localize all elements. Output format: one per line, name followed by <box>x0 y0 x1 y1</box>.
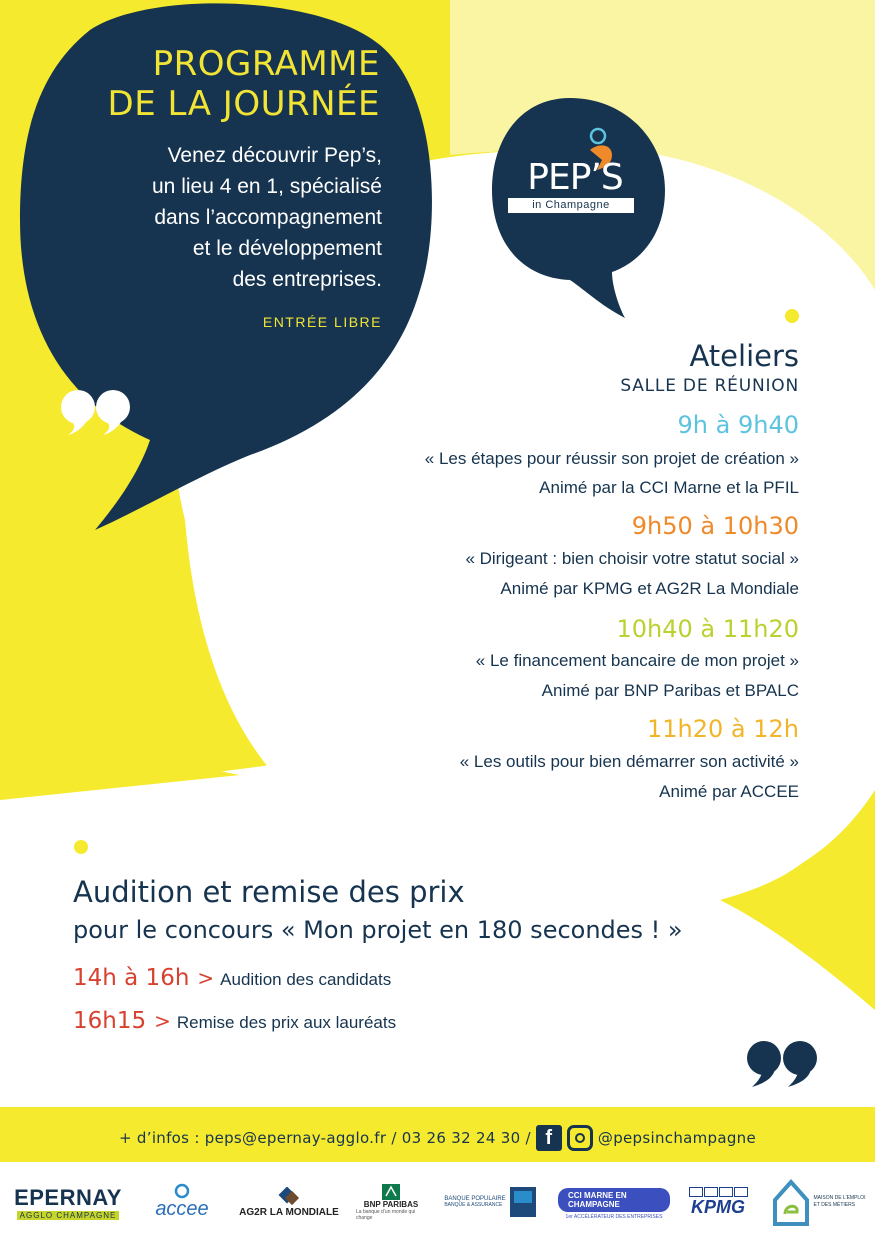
session-time: 11h20 à 12h <box>646 715 799 743</box>
arrow-icon: > <box>197 966 215 990</box>
bnp-logo-sub: La banque d’un monde qui change <box>356 1208 416 1221</box>
audition-desc: Audition des candidats <box>220 970 392 989</box>
maison-logo-text: MAISON DE L’EMPLOI ET DES MÉTIERS <box>813 1195 866 1208</box>
session-title: « Le financement bancaire de mon projet » <box>475 651 799 670</box>
session-host: Animé par ACCEE <box>659 782 799 801</box>
intro-line: des entreprises. <box>232 268 382 291</box>
partner-logos <box>0 1162 875 1241</box>
audition-desc: Remise des prix aux lauréats <box>176 1013 397 1032</box>
session-time: 9h à 9h40 <box>677 411 799 439</box>
yellow-dot <box>74 840 88 854</box>
intro-line: un lieu 4 en 1, spécialisé <box>152 175 382 198</box>
cci-logo-sub: 1er ACCÉLÉRATEUR DES ENTREPRISES <box>565 1214 663 1220</box>
page-title <box>60 44 380 124</box>
session-title: « Dirigeant : bien choisir votre statut social » <box>465 549 799 568</box>
bp-logo-text: BANQUE POPULAIRE <box>444 1196 506 1202</box>
epernay-logo-sub: AGGLO CHAMPAGNE <box>17 1211 120 1220</box>
bnp-logo-text: BNP PARIBAS <box>363 1199 419 1209</box>
intro-line: et le développement <box>192 237 382 260</box>
ag2r-logo-text: AG2R LA MONDIALE <box>239 1206 339 1218</box>
social-handle[interactable]: @pepsinchampagne <box>597 1129 756 1147</box>
audition-time: 16h15 <box>73 1008 147 1034</box>
maison-emploi-logo <box>768 1174 868 1230</box>
epernay-logo <box>12 1180 124 1224</box>
intro-line: Venez découvrir Pep’s, <box>167 144 382 167</box>
cci-logo <box>558 1184 670 1224</box>
audition-row <box>73 1008 396 1034</box>
bp-logo <box>440 1182 540 1222</box>
title-line-2: DE LA JOURNÉE <box>107 84 380 124</box>
bnp-logo <box>356 1178 426 1226</box>
yellow-dot <box>785 309 799 323</box>
audition-row <box>73 965 391 991</box>
cci-logo-text: CCI MARNE EN CHAMPAGNE <box>558 1188 670 1212</box>
accee-logo <box>142 1176 222 1226</box>
instagram-icon[interactable] <box>567 1125 593 1151</box>
session-title: « Les outils pour bien démarrer son activité » <box>459 752 799 771</box>
session-time: 10h40 à 11h20 <box>616 615 799 643</box>
peps-logo: PEP’S <box>527 157 623 198</box>
intro-line: dans l’accompagnement <box>154 206 382 229</box>
ag2r-logo <box>236 1180 342 1224</box>
session-host: Animé par KPMG et AG2R La Mondiale <box>500 579 799 598</box>
audition-title: Audition et remise des prix <box>73 875 465 909</box>
audition-time: 14h à 16h <box>73 965 190 991</box>
accee-logo-text: accee <box>155 1198 209 1220</box>
salle-label: SALLE DE RÉUNION <box>620 376 799 396</box>
footer-infos[interactable]: + d’infos : peps@epernay-agglo.fr / 03 26 32 24 30 / <box>119 1129 531 1147</box>
epernay-logo-text: EPERNAY <box>14 1184 122 1210</box>
audition-subtitle: pour le concours « Mon projet en 180 secondes ! » <box>73 916 683 944</box>
arrow-icon: > <box>154 1009 171 1033</box>
ateliers-heading: Ateliers <box>689 339 799 373</box>
kpmg-logo-text: KPMG <box>691 1196 745 1217</box>
intro-text <box>70 140 382 295</box>
footer-contact <box>0 1125 875 1151</box>
session-time: 9h50 à 10h30 <box>631 512 799 540</box>
facebook-icon[interactable]: f <box>536 1125 562 1151</box>
entree-libre: ENTRÉE LIBRE <box>262 314 382 330</box>
title-line-1: PROGRAMME <box>152 44 380 84</box>
bp-logo-sub: BANQUE & ASSURANCE <box>444 1202 503 1208</box>
session-title: « Les étapes pour réussir son projet de création » <box>424 449 799 468</box>
kpmg-logo <box>680 1184 756 1220</box>
session-host: Animé par la CCI Marne et la PFIL <box>539 478 799 497</box>
peps-logo-sub: in Champagne <box>508 198 634 213</box>
session-host: Animé par BNP Paribas et BPALC <box>541 681 799 700</box>
